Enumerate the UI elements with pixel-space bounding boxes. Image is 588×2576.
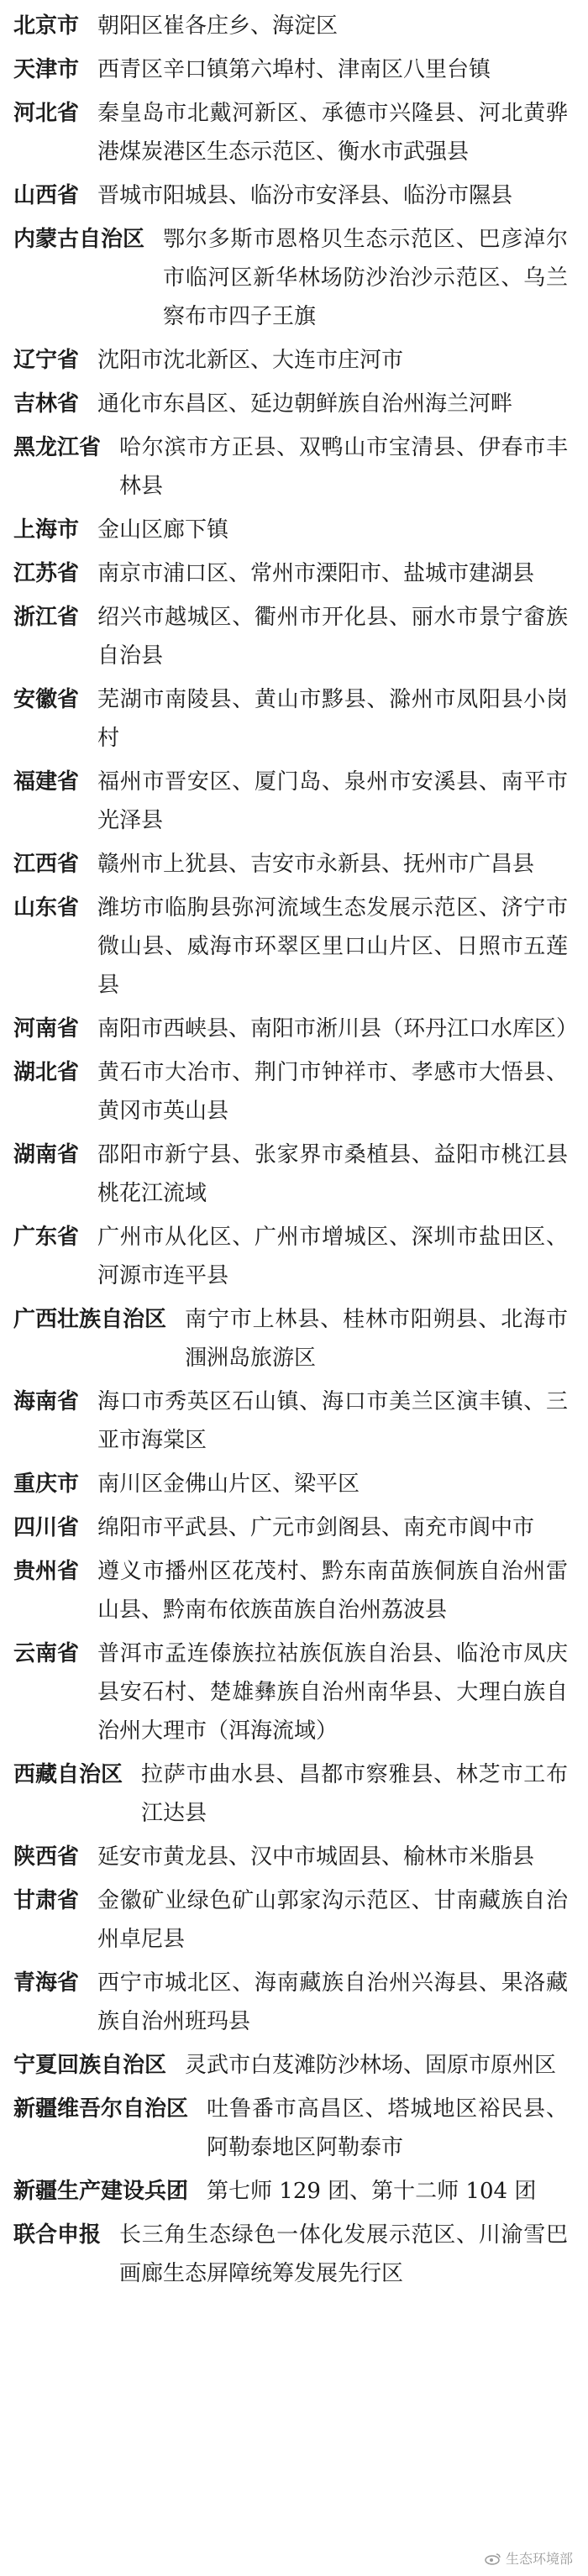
area-names: 朝阳区崔各庄乡、海淀区: [97, 13, 339, 39]
province-label: 山西省: [13, 183, 80, 208]
province-label: 安徽省: [13, 687, 80, 712]
province-label: 联合申报: [13, 2222, 102, 2248]
list-item: [13, 1838, 568, 1876]
area-names: 南宁市上林县、桂林市阳朔县、北海市涠洲岛旅游区: [185, 1307, 568, 1371]
list-item: [13, 1010, 579, 1048]
list-item: [13, 1300, 568, 1377]
area-names: 拉萨市曲水县、昌都市察雅县、林芝市工布江达县: [141, 1762, 568, 1826]
province-label: 新疆维吾尔自治区: [13, 2096, 189, 2122]
list-item: [13, 845, 568, 884]
area-names: 金徽矿业绿色矿山郭家沟示范区、甘南藏族自治州卓尼县: [97, 1888, 568, 1952]
list-item: [13, 428, 568, 506]
province-label: 山东省: [13, 895, 80, 921]
area-names: 普洱市孟连傣族拉祜族佤族自治县、临沧市凤庆县安石村、楚雄彝族自治州南华县、大理白族自治州大理市（洱海流域）: [97, 1641, 568, 1744]
area-names: 秦皇岛市北戴河新区、承德市兴隆县、河北黄骅港煤炭港区生态示范区、衡水市武强县: [97, 101, 568, 165]
list-item: [13, 50, 568, 89]
area-names: 芜湖市南陵县、黄山市黟县、滁州市凤阳县小岗村: [97, 687, 568, 751]
area-names: 福州市晋安区、厦门岛、泉州市安溪县、南平市光泽县: [97, 769, 568, 833]
list-item: [13, 598, 568, 675]
list-item: [13, 1053, 568, 1131]
province-label: 贵州省: [13, 1559, 80, 1584]
province-label: 河南省: [13, 1016, 80, 1041]
area-names: 第七师 129 团、第十二师 104 团: [207, 2179, 537, 2204]
province-label: 上海市: [13, 517, 80, 543]
list-item: [13, 554, 568, 593]
province-label: 新疆生产建设兵团: [13, 2179, 189, 2204]
watermark: [485, 2548, 573, 2568]
list-item: [13, 176, 568, 215]
area-names: 邵阳市新宁县、张家界市桑植县、益阳市桃江县桃花江流域: [97, 1142, 568, 1206]
area-names: 南川区金佛山片区、梁平区: [97, 1472, 360, 1497]
province-label: 北京市: [13, 13, 80, 39]
list-item: [13, 7, 568, 45]
list-item: [13, 511, 568, 549]
list-item: [13, 1136, 568, 1213]
list-item: [13, 1465, 568, 1503]
area-names: 西宁市城北区、海南藏族自治州兴海县、果洛藏族自治州班玛县: [97, 1970, 568, 2034]
area-names: 遵义市播州区花茂村、黔东南苗族侗族自治州雷山县、黔南布依族苗族自治州荔波县: [97, 1559, 568, 1623]
list-item: [13, 94, 568, 171]
province-label: 内蒙古自治区: [13, 227, 145, 252]
area-names: 晋城市阳城县、临汾市安泽县、临汾市隰县: [97, 183, 513, 208]
area-names: 金山区廊下镇: [97, 517, 229, 543]
list-item: [13, 1634, 568, 1750]
list-item: [13, 1508, 568, 1547]
area-names: 海口市秀英区石山镇、海口市美兰区演丰镇、三亚市海棠区: [97, 1389, 568, 1453]
area-names: 广州市从化区、广州市增城区、深圳市盐田区、河源市连平县: [97, 1225, 568, 1288]
watermark-text: 生态环境部: [505, 2551, 573, 2567]
province-label: 江西省: [13, 852, 80, 877]
province-label: 四川省: [13, 1515, 80, 1540]
list-item: [13, 1881, 568, 1959]
area-names: 灵武市白芨滩防沙林场、固原市原州区: [185, 2053, 557, 2078]
area-names: 黄石市大冶市、荆门市钟祥市、孝感市大悟县、黄冈市英山县: [97, 1060, 568, 1124]
province-label: 西藏自治区: [13, 1762, 123, 1787]
province-label: 黑龙江省: [13, 435, 102, 460]
list-item: [13, 680, 568, 758]
province-label: 甘肃省: [13, 1888, 80, 1913]
area-names: 通化市东昌区、延边朝鲜族自治州海兰河畔: [97, 391, 513, 417]
area-names: 长三角生态绿色一体化发展示范区、川渝雪巴画廊生态屏障统筹发展先行区: [119, 2222, 568, 2286]
list-item: [13, 1218, 568, 1295]
province-label: 辽宁省: [13, 348, 80, 373]
list-item: [13, 889, 568, 1005]
weibo-logo-icon: [485, 2552, 501, 2565]
province-label: 海南省: [13, 1389, 80, 1414]
list-item: [13, 763, 568, 840]
province-label: 吉林省: [13, 391, 80, 417]
province-label: 湖北省: [13, 1060, 80, 1085]
province-label: 浙江省: [13, 605, 80, 630]
area-names: 绍兴市越城区、衢州市开化县、丽水市景宁畲族自治县: [97, 605, 568, 669]
list-item: [13, 1964, 568, 2041]
list-item: [13, 2090, 568, 2167]
area-names: 鄂尔多斯市恩格贝生态示范区、巴彦淖尔市临河区新华林场防沙治沙示范区、乌兰察布市四子王旗: [163, 227, 568, 329]
province-label: 福建省: [13, 769, 80, 795]
province-label: 天津市: [13, 57, 80, 82]
list-item: [13, 2172, 568, 2211]
list-item: [13, 1755, 568, 1833]
province-label: 重庆市: [13, 1472, 80, 1497]
list-item: [13, 341, 568, 380]
list-item: [13, 220, 568, 336]
area-names: 西青区辛口镇第六埠村、津南区八里台镇: [97, 57, 491, 82]
area-names: 哈尔滨市方正县、双鸭山市宝清县、伊春市丰林县: [119, 435, 568, 499]
province-label: 陕西省: [13, 1844, 80, 1870]
area-names: 赣州市上犹县、吉安市永新县、抚州市广昌县: [97, 852, 535, 877]
area-names: 延安市黄龙县、汉中市城固县、榆林市米脂县: [97, 1844, 535, 1870]
province-label: 河北省: [13, 101, 80, 126]
province-label: 宁夏回族自治区: [13, 2053, 167, 2078]
province-label: 广东省: [13, 1225, 80, 1250]
area-names: 南京市浦口区、常州市溧阳市、盐城市建湖县: [97, 561, 535, 586]
province-label: 青海省: [13, 1970, 80, 1996]
area-names: 沈阳市沈北新区、大连市庄河市: [97, 348, 404, 373]
list-item: [13, 1552, 568, 1629]
province-label: 湖南省: [13, 1142, 80, 1167]
area-names: 绵阳市平武县、广元市剑阁县、南充市阆中市: [97, 1515, 535, 1540]
list-item: [13, 1382, 568, 1460]
area-names: 南阳市西峡县、南阳市淅川县（环丹江口水库区）: [97, 1016, 579, 1041]
province-label: 云南省: [13, 1641, 80, 1666]
list-item: [13, 2046, 568, 2085]
list-item: [13, 385, 568, 423]
province-label: 江苏省: [13, 561, 80, 586]
area-names: 潍坊市临朐县弥河流域生态发展示范区、济宁市微山县、威海市环翠区里口山片区、日照市五莲县: [97, 895, 568, 998]
area-names: 吐鲁番市高昌区、塔城地区裕民县、阿勒泰地区阿勒泰市: [207, 2096, 568, 2160]
list-item: [13, 2216, 568, 2293]
province-label: 广西壮族自治区: [13, 1307, 167, 1332]
